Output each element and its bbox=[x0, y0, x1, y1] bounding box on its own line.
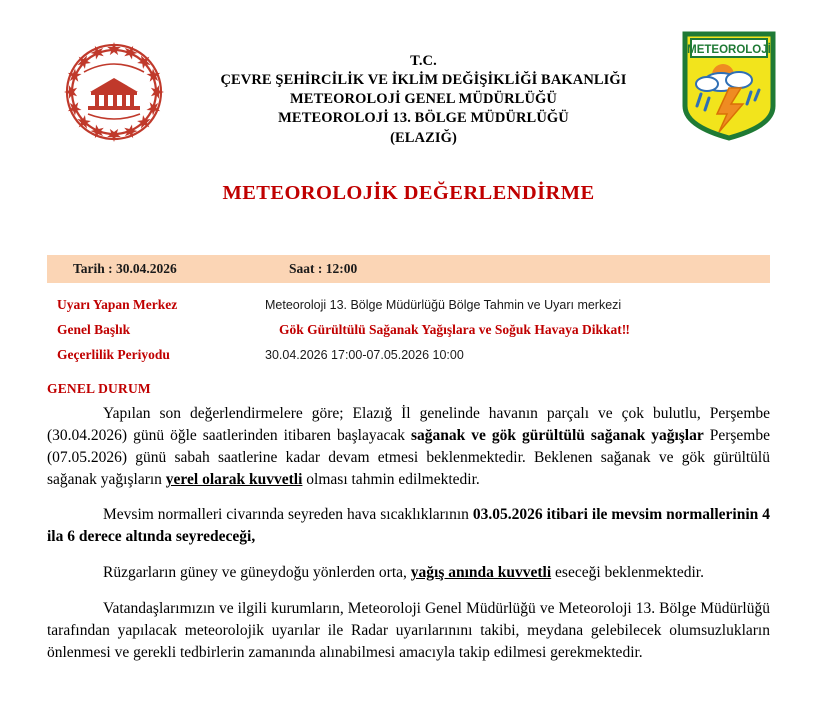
paragraph-1 bbox=[47, 403, 770, 491]
header-title-block bbox=[180, 52, 667, 148]
warning-center-label: Uyarı Yapan Merkez bbox=[57, 297, 178, 312]
paragraph-3 bbox=[47, 562, 770, 584]
p3-part-c: eseceği beklenmektedir. bbox=[551, 564, 704, 581]
p1-part-d: yerel olarak kuvvetli bbox=[165, 471, 303, 488]
document-header bbox=[0, 0, 817, 160]
p1-part-e: olması tahmin edilmektedir. bbox=[302, 471, 480, 488]
header-line-ministry: ÇEVRE ŞEHİRCİLİK VE İKLİM DEĞİŞİKLİĞİ BAKANLIĞI bbox=[220, 72, 627, 89]
paragraph-4: Vatandaşlarımızın ve ilgili kurumların, Meteoroloji Genel Müdürlüğü ve Meteoroloji 13. Bölge Müdürlüğü tarafından yapılacak meteorolojik uyarılar ile Radar uyarılarınını takibi, meydana gelebilecek olumsuzlukların önlenmesi ve gerekli tedbirlerin zamanında alınabilmesi amacıyla takip edilmesi gerekmektedir. bbox=[47, 600, 770, 661]
general-situation-title: GENEL DURUM bbox=[47, 381, 151, 396]
svg-text:METEOROLOJİ: METEOROLOJİ bbox=[687, 44, 771, 56]
p2-part-b: 03.05.2026 itibari ile mevsim normallerinin 4 ila 6 derece altında seyredeceği, bbox=[47, 506, 770, 545]
headline-exclamation: ‼ bbox=[621, 322, 630, 337]
p3-part-a: Rüzgarların güney ve güneydoğu yönlerden orta, bbox=[103, 564, 411, 581]
time-label: Saat : 12:00 bbox=[289, 261, 358, 276]
p1-part-c: Perşembe (07.05.2026) günü sabah saatlerine kadar devam etmesi beklenmektedir. Beklenen sağanak ve gök gürültülü sağanak yağışların bbox=[47, 427, 770, 488]
date-label: Tarih : 30.04.2026 bbox=[73, 261, 177, 276]
header-line-tc: T.C. bbox=[410, 53, 437, 69]
headline-label: Genel Başlık bbox=[57, 322, 131, 337]
header-line-city: (ELAZIĞ) bbox=[390, 129, 457, 146]
header-line-directorate: METEOROLOJİ GENEL MÜDÜRLÜĞÜ bbox=[290, 91, 557, 108]
meta-row-validity bbox=[47, 347, 770, 363]
p1-part-a: Yapılan son değerlendirmelere göre; Elazığ İl genelinde havanın parçalı ve çok bulutlu, Perşembe (30.04.2026) günü öğle saatlerinden itibaren başlayacak bbox=[47, 405, 770, 444]
p2-part-a: Mevsim normalleri civarında seyreden hava sıcaklıklarının bbox=[103, 506, 473, 523]
meta-row-headline bbox=[47, 322, 770, 338]
warning-center-value: Meteoroloji 13. Bölge Müdürlüğü Bölge Tahmin ve Uyarı merkezi bbox=[265, 298, 622, 312]
header-line-regional: METEOROLOJİ 13. BÖLGE MÜDÜRLÜĞÜ bbox=[278, 110, 569, 127]
meteoroloji-logo-icon bbox=[681, 30, 777, 142]
headline-value-wrap bbox=[265, 322, 770, 338]
headline-value: Gök Gürültülü Sağanak Yağışlara ve Soğuk Havaya Dikkat bbox=[279, 322, 622, 337]
body-text bbox=[47, 403, 770, 664]
p1-part-b: sağanak ve gök gürültülü sağanak yağışlar bbox=[411, 427, 704, 444]
validity-value: 30.04.2026 17:00-07.05.2026 10:00 bbox=[265, 348, 464, 362]
turkish-state-emblem-icon bbox=[58, 36, 170, 148]
meta-row-center bbox=[47, 297, 770, 313]
meta-block bbox=[47, 297, 770, 363]
p3-part-b: yağış anında kuvvetli bbox=[410, 564, 552, 581]
paragraph-2 bbox=[47, 504, 770, 548]
validity-label: Geçerlilik Periyodu bbox=[57, 347, 170, 362]
date-time-bar bbox=[47, 255, 770, 283]
page-title: METEOROLOJİK DEĞERLENDİRME bbox=[222, 182, 595, 204]
